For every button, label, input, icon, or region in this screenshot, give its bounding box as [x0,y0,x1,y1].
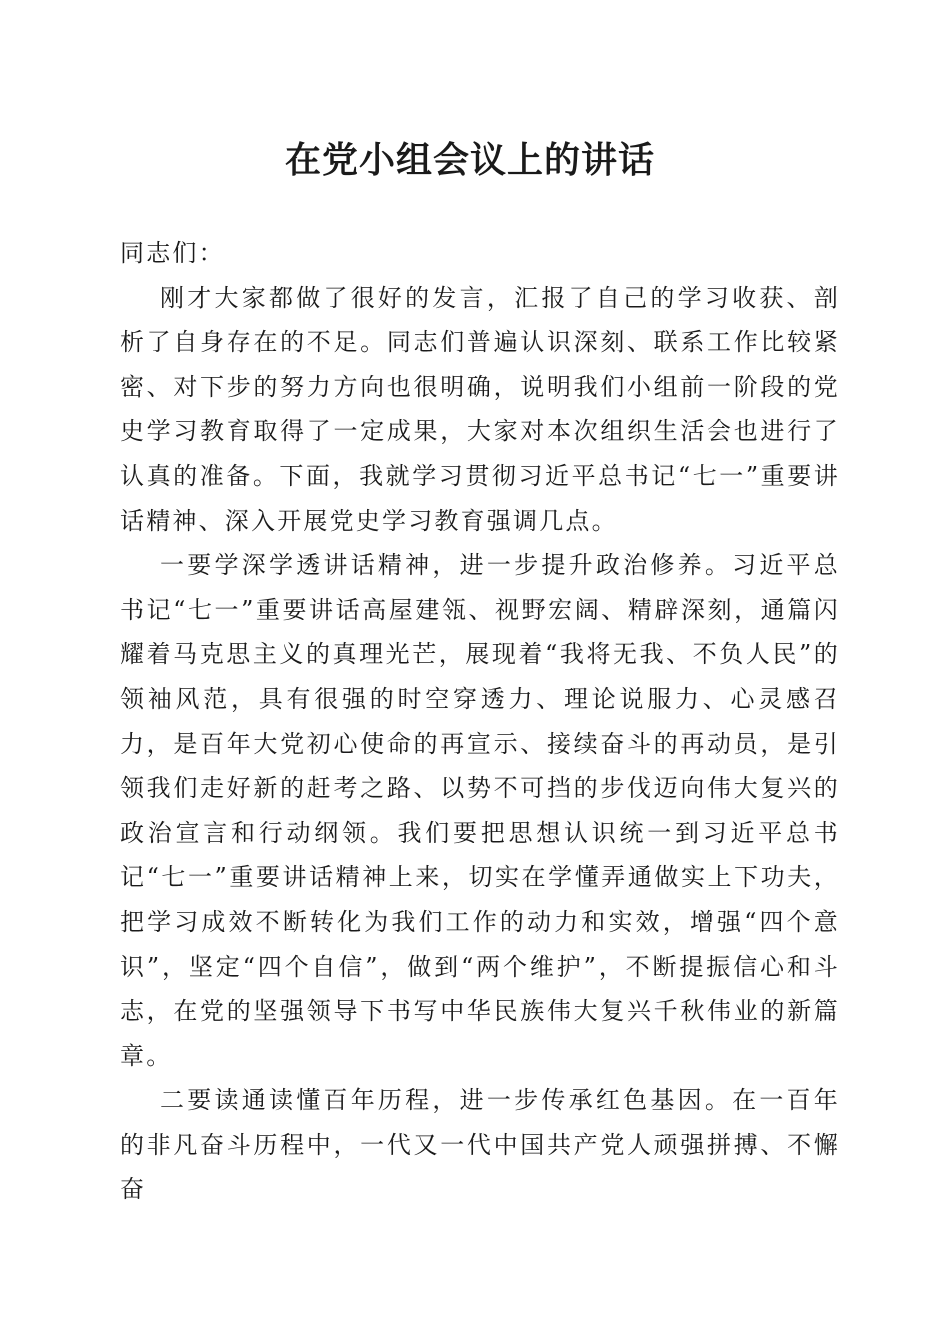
page-title: 在党小组会议上的讲话 [284,139,655,181]
paragraph-point-two: 二要读通读懂百年历程，进一步传承红色基因。在一百年的非凡奋斗历程中，一代又一代中国共产党人顽强拼搏、不懈奋 [120,1086,840,1204]
salutation: 同志们： [120,239,225,267]
paragraph-intro: 刚才大家都做了很好的发言，汇报了自己的学习收获、剖析了自身存在的不足。同志们普遍认识深刻、联系工作比较紧密、对下步的努力方向也很明确，说明我们小组前一阶段的党史学习教育取得了一定成果，大家对本次组织生活会也进行了认真的准备。下面，我就学习贯彻习近平总书记“七一”重要讲话精神、深入开展党史学习教育强调几点。 [120,283,840,535]
paragraph-point-one: 一要学深学透讲话精神，进一步提升政治修养。习近平总书记“七一”重要讲话高屋建瓴、视野宏阔、精辟深刻，通篇闪耀着马克思主义的真理光芒，展现着“我将无我、不负人民”的领袖风范，具有很强的时空穿透力、理论说服力、心灵感召力，是百年大党初心使命的再宣示、接续奋斗的再动员，是引领我们走好新的赶考之路、以势不可挡的步伐迈向伟大复兴的政治宣言和行动纲领。我们要把思想认识统一到习近平总书记“七一”重要讲话精神上来，切实在学懂弄通做实上下功夫，把学习成效不断转化为我们工作的动力和实效，增强“四个意识”，坚定“四个自信”，做到“两个维护”，不断提振信心和斗志，在党的坚强领导下书写中华民族伟大复兴千秋伟业的新篇章。 [120,551,840,1070]
document-body [120,231,840,1212]
